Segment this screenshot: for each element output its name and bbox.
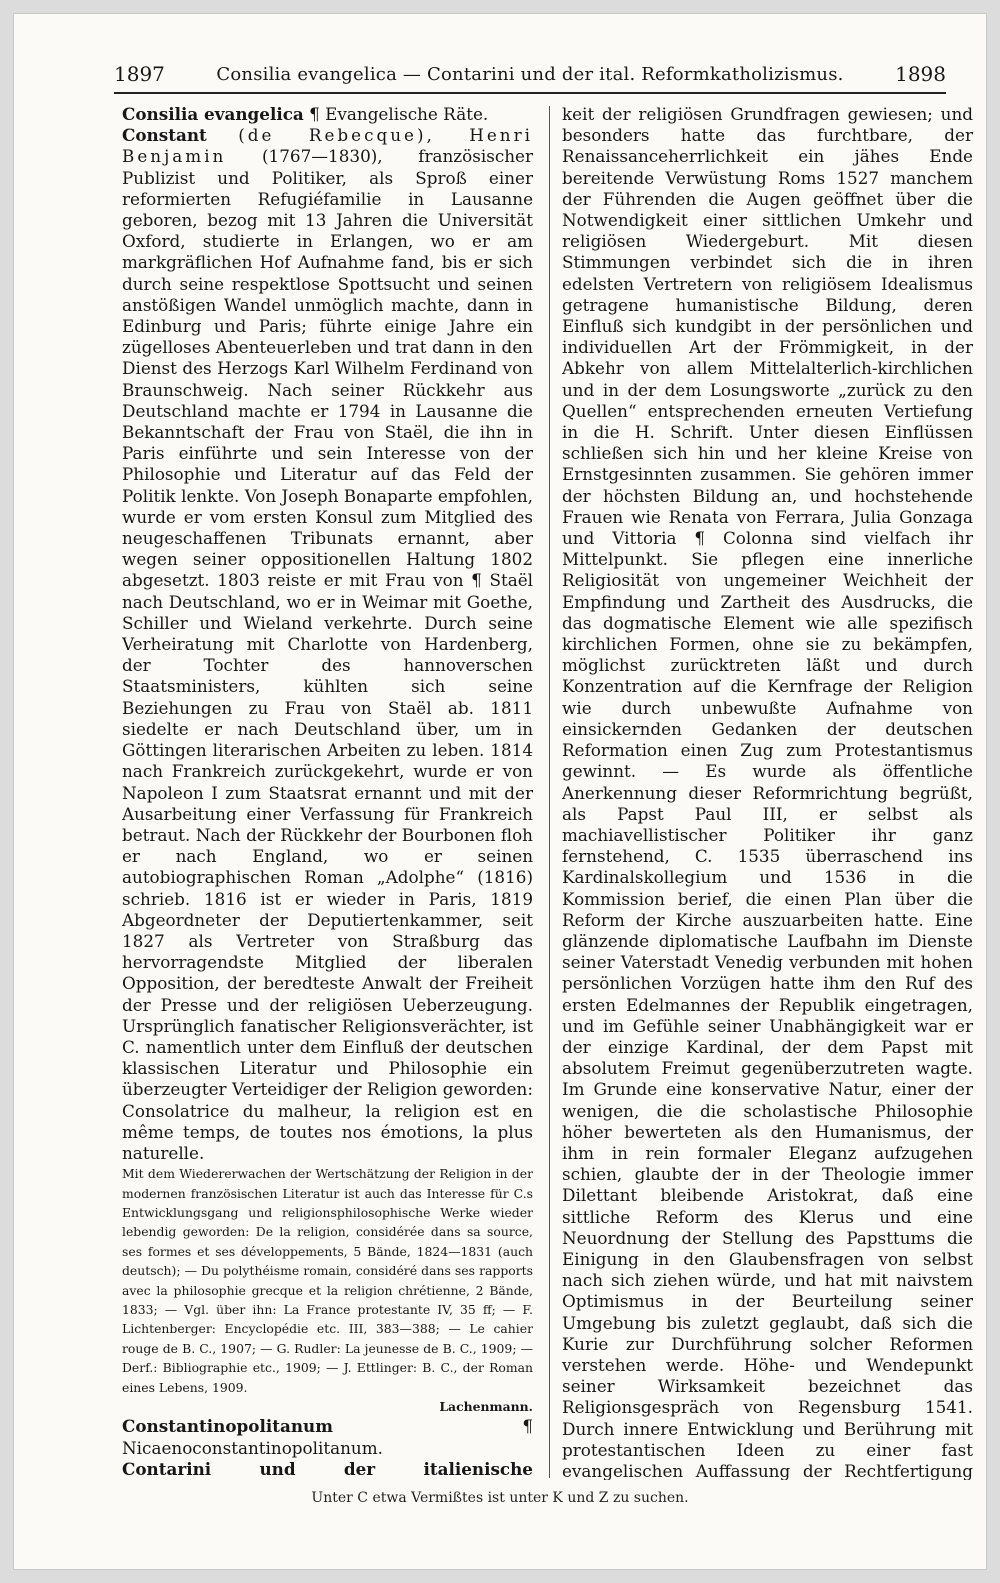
author-signature: Lachenmann. (439, 1399, 533, 1415)
left-column (122, 104, 533, 1480)
entry-contarini (122, 1459, 533, 1480)
entry-headword: Constantinopolitanum (122, 1416, 334, 1437)
cross-reference: ¶ Evangelische Räte. (309, 104, 489, 124)
entry-body: (1767—1830), französischer Publizist und Politiker, als Sproß einer reformierten Refugiéfamilie in Lausanne geboren, bezog mit 13 Jahren die Universität Oxford, studierte in Erlangen, wo er am markgräflichen Hof Aufnahme fand, bis er sich durch seine respektlose Spottsucht und seinen anstößigen Wandel unmöglich machte, dann in Edinburg und Paris; führte einige Jahre ein zügelloses Abenteuerleben und trat dann in den Dienst des Herzogs Karl Wilhelm Ferdinand von Braunschweig. Nach seiner Rückkehr aus Deutschland machte er 1794 in Lausanne die Bekanntschaft der Frau von Staël, die ihn in Paris einführte und sein Interesse von der Philosophie und Literatur auf das Feld der Politik lenkte. Von Joseph Bonaparte empfohlen, wurde er vom ersten Konsul zum Mitglied des neugeschaffenen Tribunats ernannt, aber wegen seiner oppositionellen Haltung 1802 abgesetzt. 1803 reiste er mit Frau von ¶ Staël nach Deutschland, wo er in Weimar mit Goethe, Schiller und Wieland verkehrte. Durch seine Verheiratung mit Charlotte von Hardenberg, der Tochter des hannoverschen Staatsministers, kühlten sich seine Beziehungen zu Frau von Staël ab. 1811 siedelte er nach Deutschland über, um in Göttingen literarischen Arbeiten zu leben. 1814 nach Frankreich zurückgekehrt, wurde er von Napoleon I zum Staatsrat ernannt und mit der Ausarbeitung einer Verfassung für Frankreich betraut. Nach der Rückkehr der Bourbonen floh er nach England, wo er seinen autobiographischen Roman „Adolphe“ (1816) schrieb. 1816 ist er wieder in Paris, 1819 Abgeordneter der Deputiertenkammer, seit 1827 als Vertreter von Straßburg das hervorragendste Mitglied der liberalen Opposition, der beredteste Anwalt der Freiheit der Presse und der religiösen Ueberzeugung. Ursprünglich fanatischer Religionsverächter, ist C. namentlich unter dem Einfluß der deutschen klassischen Literatur und Philosophie ein überzeugter Verteidiger der Religion geworden: Consolatrice du malheur, la religion est en même temps, de toutes nos émotions, la plus naturelle. (122, 146, 533, 1163)
book-page (13, 13, 987, 1570)
header-rule (114, 92, 946, 94)
entry-constant (122, 125, 533, 1164)
entry-bibliography: Mit dem Wiedererwachen der Wertschätzung der Religion in der modernen französischen Literatur ist auch das Interesse für C.s Entwicklungsgang und religionsphilosophische Werke wieder lebendig geworden: De la religion, considérée dans sa source, ses formes et ses développements, 5 Bände, 1824—1831 (auch deutsch); — Du polythéisme romain, considéré dans ses rapports avec la philosophie grecque et la religion chrétienne, 2 Bände, 1833; — Vgl. über ihn: La France protestante IV, 35 ff; — F. Lichtenberger: Encyclopédie etc. III, 383—388; — Le cahier rouge de B. C., 1907; — G. Rudler: La jeunesse de B. C., 1909; — Derf.: Bibliographie etc., 1909; — J. Ettlinger: B. C., der Roman eines Lebens, 1909. (122, 1166, 533, 1395)
running-header (114, 56, 946, 90)
page-footer-note: Unter C etwa Vermißtes ist unter K und Z zu suchen. (311, 1490, 689, 1506)
entry-consilia (122, 104, 533, 125)
right-column (562, 104, 973, 1480)
column-divider (549, 106, 550, 1478)
entry-constantinopolitanum (122, 1416, 533, 1458)
entry-headword: Constant (122, 125, 207, 146)
cross-reference: ¶ Nicaenoconstantinopolitanum. (122, 1416, 533, 1458)
entry-headword: Contarini und der italienische (122, 1458, 533, 1479)
entry-contarini-continued: keit der religiösen Grundfragen gewiesen; und besonders hatte das furchtbare, der Renaissanceherrlichkeit ein jähes Ende bereitende Verwüstung Roms 1527 manchem der Führenden die Augen geöffnet über die Notwendigkeit einer sittlichen Umkehr und religiösen Wiedergeburt. Mit diesen Stimmungen verbindet sich die in ihren edelsten Vertretern von religiösem Idealismus getragene humanistische Bildung, deren Einfluß sich kundgibt in der persönlichen und individuellen Art der Frömmigkeit, in der Abkehr von allem Mittelalterlich-kirchlichen und in der dem Losungsworte „zurück zu den Quellen“ entsprechenden erneuten Vertiefung in die H. Schrift. Unter diesen Einflüssen schließen sich hin und her kleine Kreise von Ernstgesinnten zusammen. Sie gehören immer der höchsten Bildung an, und hochstehende Frauen wie Renata von Ferrara, Julia Gonzaga und Vittoria ¶ Colonna sind vielfach ihr Mittelpunkt. Sie pflegen eine innerliche Religiosität von ungemeiner Weichheit der Empfindung und Zartheit des Ausdrucks, die das dogmatische Element wie alle spezifisch kirchlichen Formen, ohne sie zu bekämpfen, möglichst zurücktreten läßt und durch Konzentration auf die Kernfrage der Religion wie durch unbewußte Aufnahme von einsickernden Gedanken der deutschen Reformation einen Zug zum Protestantismus gewinnt. — Es wurde als öffentliche Anerkennung dieser Reformrichtung begrüßt, als Papst Paul III, er selbst als machiavellistischer Politiker ihr ganz fernstehend, C. 1535 überraschend ins Kardinalskollegium und 1536 in die Kommission berief, die einen Plan über die Reform der Kirche auszuarbeiten hatte. Eine glänzende diplomatische Laufbahn im Dienste seiner Vaterstadt Venedig verbunden mit hohen persönlichen Vorzügen hatte ihm den Ruf des ersten Edelmannes der Republik eingetragen, und im Gefühle seiner Unabhängigkeit war er der einzige Kardinal, der dem Papst mit absolutem Freimut gegenüberzutreten wagte. Im Grunde eine konservative Natur, einer der wenigen, die die scholastische Philosophie höher bewerteten als den Humanismus, der ihm in rein formaler Eleganz aufzugehen schien, glaubte der in der Theologie immer Dilettant bleibende Aristokrat, daß eine sittliche Reform des Klerus und eine Neuordnung der Stellung des Papsttums die Einigung in den Glaubensfragen von selbst nach sich ziehen würde, und hat mit naivstem Optimismus in der Beurteilung seiner Umgebung bis zuletzt geglaubt, daß sich die Kurie zur Durchführung solcher Reformen verstehen werde. Höhe- und Wendepunkt seiner Wirksamkeit bezeichnet das Religionsgespräch von Regensburg 1541. Durch innere Entwicklung und Berührung mit protestantischen Ideen zu einer fast evangelischen Auffassung der Rechtfertigung (562, 104, 973, 1480)
page-number-right: 1898 (895, 62, 946, 86)
page-number-left: 1897 (114, 62, 165, 86)
entry-person-name: (de Rebecque), Henri Benjamin (122, 125, 533, 167)
entry-headword: Consilia evangelica (122, 104, 304, 124)
running-title: Consilia evangelica — Contarini und der ital. Reformkatholizismus. (216, 64, 844, 85)
